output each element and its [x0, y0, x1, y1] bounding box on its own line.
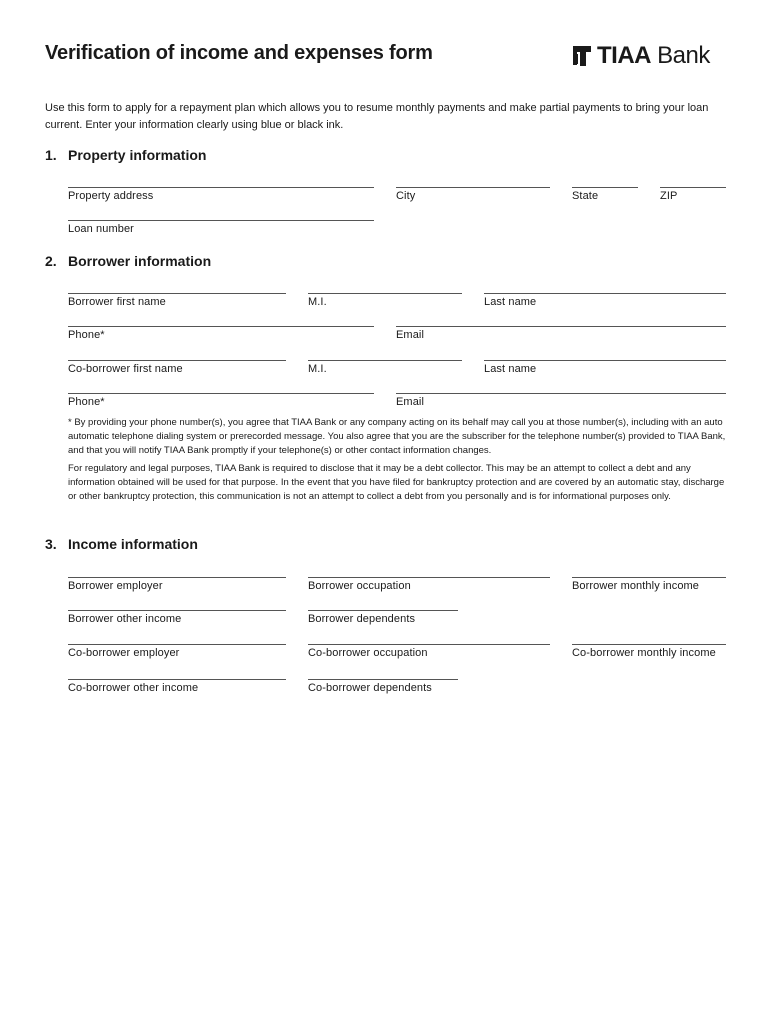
state-label: State [572, 190, 599, 202]
borrower-dependents-input[interactable] [308, 594, 458, 610]
coborrower-last-name-label: Last name [484, 363, 537, 375]
borrower-email-input[interactable] [396, 310, 726, 326]
borrower-monthly-income-input[interactable] [572, 561, 726, 577]
coborrower-occupation-field[interactable] [308, 644, 550, 659]
borrower-dependents-label: Borrower dependents [308, 613, 416, 625]
field-line [68, 220, 374, 221]
field-line [572, 187, 638, 188]
field-line [68, 644, 286, 645]
coborrower-employer-label: Co-borrower employer [68, 647, 180, 659]
borrower-last-name-input[interactable] [484, 277, 726, 293]
borrower-occupation-field[interactable] [308, 577, 550, 592]
field-line [396, 393, 726, 394]
coborrower-mi-label: M.I. [308, 363, 327, 375]
borrower-other-income-label: Borrower other income [68, 613, 182, 625]
section-title: Property information [68, 147, 207, 163]
coborrower-phone-input[interactable] [68, 377, 374, 393]
coborrower-dependents-field[interactable] [308, 679, 458, 694]
borrower-dependents-field[interactable] [308, 610, 458, 625]
field-line [396, 187, 550, 188]
borrower-employer-label: Borrower employer [68, 580, 163, 592]
coborrower-employer-input[interactable] [68, 628, 286, 644]
field-line [68, 679, 286, 680]
property-address-input[interactable] [68, 171, 374, 187]
field-line [308, 577, 550, 578]
coborrower-occupation-input[interactable] [308, 628, 550, 644]
field-line [660, 187, 726, 188]
loan-number-input[interactable] [68, 204, 374, 220]
field-line [308, 679, 458, 680]
intro-text: Use this form to apply for a repayment plan which allows you to resume monthly payments and make partial payments to bring your loan current. Enter your information clearly using blue or black ink. [45, 102, 709, 131]
section-title: Borrower information [68, 253, 212, 269]
section-title: Income information [68, 536, 198, 552]
state-field[interactable] [572, 187, 638, 202]
borrower-email-label: Email [396, 329, 425, 341]
city-input[interactable] [396, 171, 550, 187]
logo-text-regular: Bank [657, 42, 710, 69]
coborrower-other-income-label: Co-borrower other income [68, 682, 199, 694]
borrower-occupation-input[interactable] [308, 561, 550, 577]
coborrower-monthly-income-input[interactable] [572, 628, 726, 644]
borrower-monthly-income-field[interactable] [572, 577, 726, 592]
zip-label: ZIP [660, 190, 678, 202]
coborrower-phone-label: Phone* [68, 396, 105, 408]
coborrower-dependents-label: Co-borrower dependents [308, 682, 432, 694]
city-field[interactable] [396, 187, 550, 202]
borrower-last-name-label: Last name [484, 296, 537, 308]
property-address-label: Property address [68, 190, 154, 202]
coborrower-occupation-label: Co-borrower occupation [308, 647, 428, 659]
coborrower-first-name-label: Co-borrower first name [68, 363, 183, 375]
coborrower-monthly-income-label: Co-borrower monthly income [572, 647, 716, 659]
zip-field[interactable] [660, 187, 726, 202]
borrower-mi-input[interactable] [308, 277, 462, 293]
field-line [68, 393, 374, 394]
field-line [572, 644, 726, 645]
coborrower-other-income-field[interactable] [68, 679, 286, 694]
tiaa-logo-mark-icon [571, 43, 593, 69]
section-number: 3. [45, 536, 57, 552]
coborrower-last-name-input[interactable] [484, 344, 726, 360]
borrower-phone-label: Phone* [68, 329, 105, 341]
loan-number-label: Loan number [68, 223, 134, 235]
borrower-phone-field[interactable] [68, 326, 374, 341]
field-line [396, 326, 726, 327]
section-borrower-heading [45, 253, 211, 269]
borrower-employer-input[interactable] [68, 561, 286, 577]
field-line [572, 577, 726, 578]
borrower-monthly-income-label: Borrower monthly income [572, 580, 700, 592]
borrower-email-field[interactable] [396, 326, 726, 341]
borrower-other-income-field[interactable] [68, 610, 286, 625]
page-title: Verification of income and expenses form [45, 42, 433, 64]
section-number: 2. [45, 253, 57, 269]
field-line [68, 360, 286, 361]
field-line [484, 293, 726, 294]
state-input[interactable] [572, 171, 638, 187]
coborrower-email-label: Email [396, 396, 425, 408]
coborrower-phone-field[interactable] [68, 393, 374, 408]
borrower-last-name-field[interactable] [484, 293, 726, 308]
field-line [484, 360, 726, 361]
field-line [68, 326, 374, 327]
zip-input[interactable] [660, 171, 726, 187]
field-line [308, 644, 550, 645]
field-line [68, 610, 286, 611]
coborrower-email-field[interactable] [396, 393, 726, 408]
field-line [68, 187, 374, 188]
borrower-mi-field[interactable] [308, 293, 462, 308]
coborrower-mi-field[interactable] [308, 360, 462, 375]
field-line [308, 293, 462, 294]
debt-collector-disclosure: For regulatory and legal purposes, TIAA Bank is required to disclose that it may be a debt collector. This may be an attempt to collect a debt and any information obtained will be used for that purpose. In the event that you have filed for bankruptcy protection and are covered by an automatic stay, discharge or other bankruptcy protection, this communication is not an attempt to collect a debt from you personally and is for informational purposes only. [68, 463, 725, 502]
city-label: City [396, 190, 416, 202]
tiaa-bank-logo [571, 41, 710, 71]
borrower-employer-field[interactable] [68, 577, 286, 592]
borrower-first-name-field[interactable] [68, 293, 286, 308]
field-line [308, 360, 462, 361]
borrower-phone-input[interactable] [68, 310, 374, 326]
field-line [308, 610, 458, 611]
coborrower-dependents-input[interactable] [308, 663, 458, 679]
loan-number-field[interactable] [68, 220, 374, 235]
logo-text-bold: TIAA [597, 42, 651, 69]
coborrower-other-income-input[interactable] [68, 663, 286, 679]
coborrower-employer-field[interactable] [68, 644, 286, 659]
section-property-heading [45, 147, 206, 163]
section-number: 1. [45, 147, 57, 163]
field-line [68, 577, 286, 578]
borrower-first-name-label: Borrower first name [68, 296, 166, 308]
borrower-other-income-input[interactable] [68, 594, 286, 610]
phone-consent-note: * By providing your phone number(s), you agree that TIAA Bank or any company acting on its behalf may call you at those number(s), including with an auto automatic telephone dialing system or prerecorded message. You also agree that you are the subscriber for the telephone number(s) provided to TIAA Bank, and that you will notify TIAA Bank promptly if your telephone(s) or other contact information changes. [68, 417, 726, 456]
property-address-field[interactable] [68, 187, 374, 202]
field-line [68, 293, 286, 294]
borrower-first-name-input[interactable] [68, 277, 286, 293]
coborrower-monthly-income-field[interactable] [572, 644, 726, 659]
section-income-heading [45, 536, 198, 552]
borrower-occupation-label: Borrower occupation [308, 580, 411, 592]
coborrower-first-name-input[interactable] [68, 344, 286, 360]
coborrower-first-name-field[interactable] [68, 360, 286, 375]
borrower-mi-label: M.I. [308, 296, 327, 308]
coborrower-last-name-field[interactable] [484, 360, 726, 375]
coborrower-mi-input[interactable] [308, 344, 462, 360]
coborrower-email-input[interactable] [396, 377, 726, 393]
